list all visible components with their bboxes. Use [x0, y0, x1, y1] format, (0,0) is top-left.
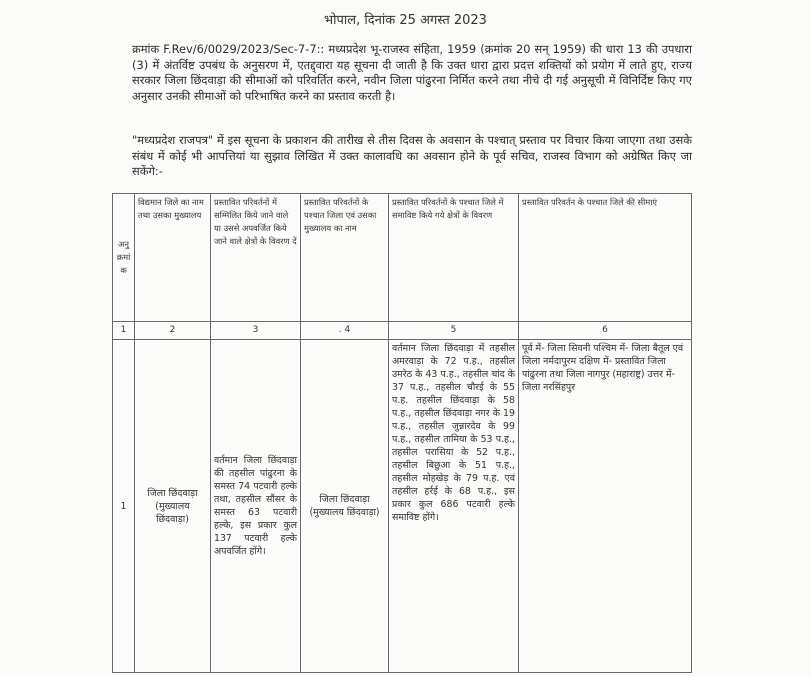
column-number: 6 [519, 322, 692, 340]
dateline: भोपाल, दिनांक 25 अगस्त 2023 [324, 13, 487, 28]
row-new-district: जिला छिंदवाड़ा (मुख्यालय छिंदवाड़ा) [301, 340, 389, 673]
row-areas-included: वर्तमान जिला छिंदवाड़ा में तहसील अमरवाड़ा के 72 प.ह., तहसील उमरेठ के 43 प.ह., तहसील चांद के 37 प.ह., तहसील चौरई के 55 प.ह. तहसील छिंदवाड़ा के 58 प.ह., तहसील छिंदवाड़ा नगर के 19 प.ह., तहसील जुन्नारदेव के 99 प.ह., तहसील तामिया के 53 प.ह., तहसील परासिया के 52 प.ह., तहसील बिछुआ के 51 प.ह., तहसील मोहखेड़ के 79 प.ह. एवं तहसील हर्रई के 68 प.ह., इस प्रकार कुल 686 पटवारी हल्के समाविष्ट होंगे। [389, 340, 519, 673]
row-sno: 1 [113, 340, 135, 673]
column-number: 2 [135, 322, 211, 340]
column-number-row [113, 322, 692, 340]
schedule-table [112, 193, 692, 673]
column-number: 3 [211, 322, 301, 340]
header-existing-district: विद्यमान जिले का नाम तथा उसका मुख्यालय [135, 194, 211, 322]
row-areas-changed: वर्तमान जिला छिंदवाड़ा की तहसील पांढुरना के समस्त 74 पटवारी हल्के तथा, तहसील सौंसर के समस्त 63 पटवारी हल्के, इस प्रकार कुल 137 पटवारी हल्के अपवर्जित होंगे। [211, 340, 301, 673]
objection-paragraph: "मध्यप्रदेश राजपत्र" में इस सूचना के प्रकाशन की तारीख से तीस दिवस के अवसान के पश्चात् प्रस्ताव पर विचार किया जाएगा तथा उसके संबंध में कोई भी आपत्तियां या सुझाव लिखित में उक्त कालावधि का अवसान होने के पूर्व सचिव, राजस्व विभाग को अग्रेषित किए जा सकेंगे:- [132, 133, 692, 178]
header-boundaries: प्रस्तावित परिवर्तन के पश्चात जिले की सीमाएं [519, 194, 692, 322]
header-new-district: प्रस्तावित परिवर्तनों के पश्चात जिला एवं उसका मुख्यालय का नाम [301, 194, 389, 322]
row-boundaries: पूर्व में- जिला सिवनी पश्चिम में- जिला बैतूल एवं जिला नर्मदापुरम दक्षिण में- प्रस्तावित जिला पांढुरना तथा जिला नागपुर (महाराष्ट्र) उत्तर में- जिला नरसिंहपुर [519, 340, 692, 673]
column-number: 1 [113, 322, 135, 340]
table-header-row [113, 194, 692, 322]
column-number: 5 [389, 322, 519, 340]
notification-paragraph: क्रमांक F.Rev/6/0029/2023/Sec-7-7:: मध्यप्रदेश भू-राजस्व संहिता, 1959 (क्रमांक 20 सन् 1959) की धारा 13 की उपधारा (3) में अंतर्विष्ट उपबंध के अनुसरण में, एतद्द्वारा यह सूचना दी जाती है कि उक्त धारा द्वारा प्रदत्त शक्तियों को प्रयोग में लाते हुए, राज्य सरकार जिला छिंदवाड़ा की सीमाओं को परिवर्तित करने, नवीन जिला पांढुरना निर्मित करने तथा नीचे दी गई अनुसूची में विनिर्दिष्ट किए गए अनुसार उनकी सीमाओं को परिभाषित करने का प्रस्ताव करती है। [132, 42, 692, 103]
row-existing-district: जिला छिंदवाड़ा (मुख्यालय छिंदवाड़ा) [135, 340, 211, 673]
header-areas-changed: प्रस्तावित परिवर्तनों में सम्मिलित किये जाने वाले या उससे अपवर्जित किये जाने वाले क्षेत्रों के विवरण दें [211, 194, 301, 322]
table-row [113, 340, 692, 673]
column-number: . 4 [301, 322, 389, 340]
header-areas-included: प्रस्तावित परिवर्तनों के पश्चात जिले में समाविष्ट किये गये क्षेत्रों के विवरण [389, 194, 519, 322]
header-sno: अनु क्रमां क [113, 194, 135, 322]
